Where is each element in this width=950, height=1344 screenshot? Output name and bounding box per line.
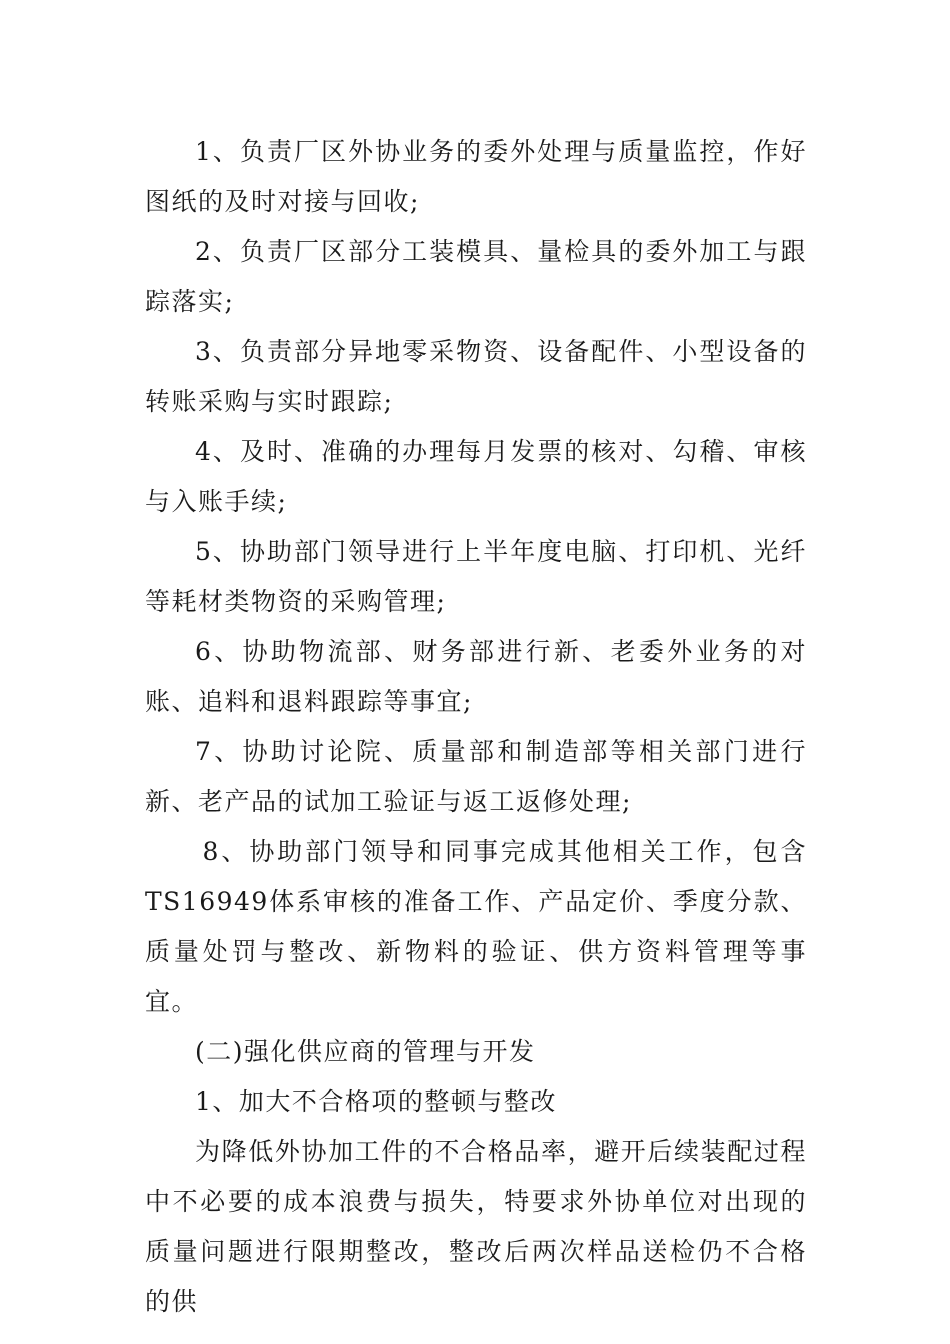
list-item-5: 5、协助部门领导进行上半年度电脑、打印机、光纤等耗材类物资的采购管理; xyxy=(145,537,807,616)
sub-heading: 1、加大不合格项的整顿与整改 xyxy=(195,1087,557,1116)
list-item-4: 4、及时、准确的办理每月发票的核对、勾稽、审核与入账手续; xyxy=(145,437,807,516)
list-item-3: 3、负责部分异地零采物资、设备配件、小型设备的转账采购与实时跟踪; xyxy=(145,337,807,416)
list-item-7: 7、协助讨论院、质量部和制造部等相关部门进行新、老产品的试加工验证与返工返修处理; xyxy=(145,737,807,816)
list-item-1: 1、负责厂区外协业务的委外处理与质量监控，作好图纸的及时对接与回收; xyxy=(145,137,807,216)
list-item-6: 6、协助物流部、财务部进行新、老委外业务的对账、追料和退料跟踪等事宜; xyxy=(145,637,807,716)
body-paragraph: 为降低外协加工件的不合格品率，避开后续装配过程中不必要的成本浪费与损失，特要求外协单位对出现的质量问题进行限期整改，整改后两次样品送检仍不合格的供 xyxy=(145,1137,807,1316)
list-item-8: 8、协助部门领导和同事完成其他相关工作，包含TS16949体系审核的准备工作、产品定价、季度分款、质量处罚与整改、新物料的验证、供方资料管理等事宜。 xyxy=(145,837,807,1016)
document-page xyxy=(145,127,807,1327)
section-heading: (二)强化供应商的管理与开发 xyxy=(195,1037,536,1066)
list-item-2: 2、负责厂区部分工装模具、量检具的委外加工与跟踪落实; xyxy=(145,237,807,316)
